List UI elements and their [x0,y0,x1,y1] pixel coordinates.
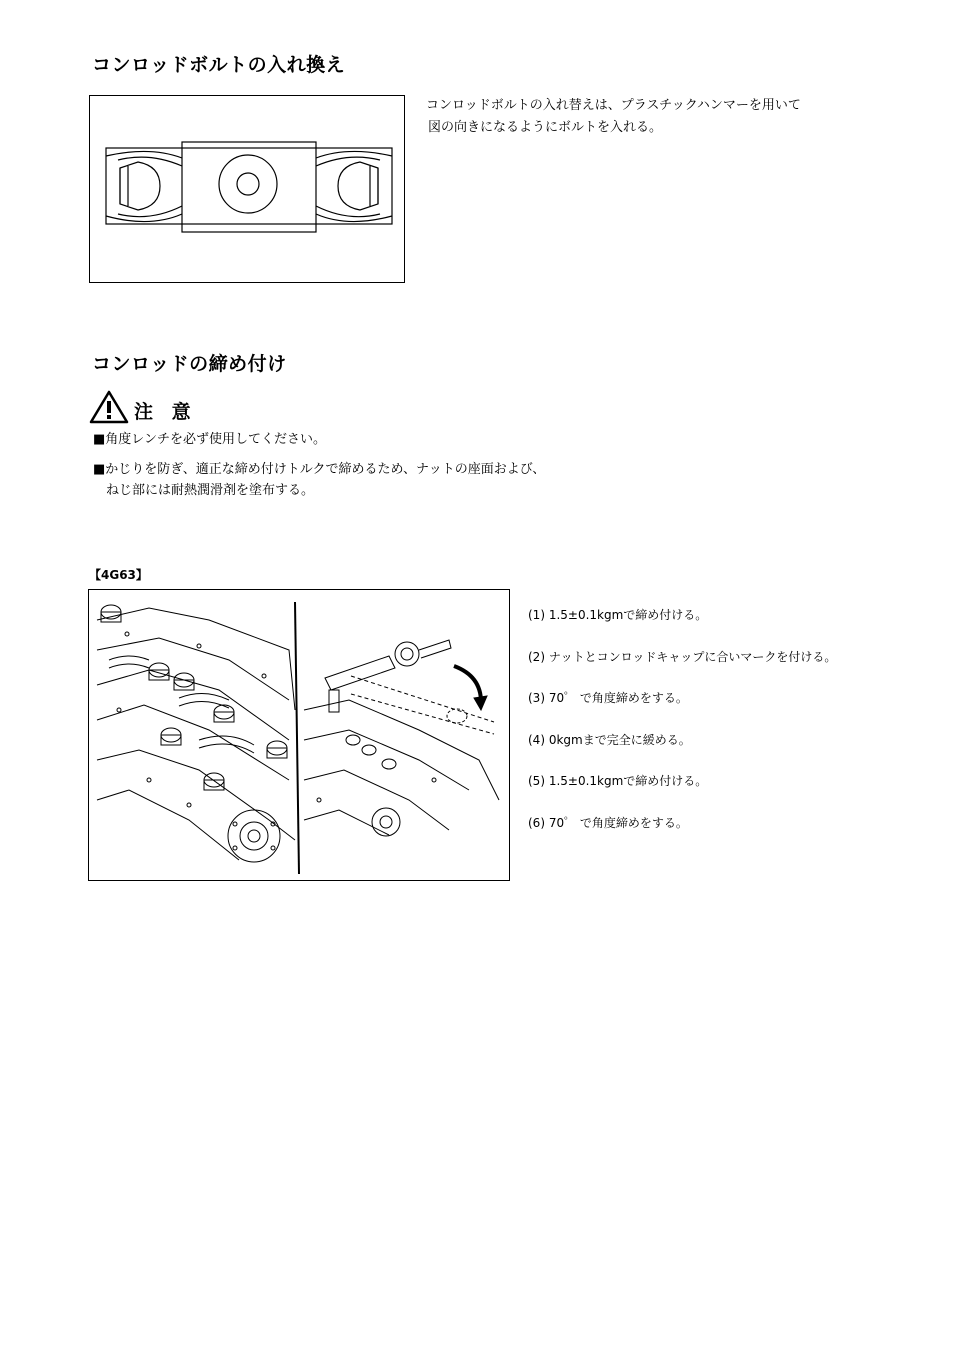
caution-item-2-line1: ■かじりを防ぎ、適正な締め付けトルクで締めるため、ナットの座面および、 [93,462,546,477]
step-3: (3) 70゜ で角度締めをする。 [528,691,688,705]
connecting-rod-bolt-figure [89,95,405,283]
engine-model-label: 【4G63】 [89,568,148,582]
tightening-procedure-figure [88,589,510,881]
caution-item-1: ■角度レンチを必ず使用してください。 [93,432,326,447]
step-1: (1) 1.5±0.1kgmで締め付ける。 [528,608,708,622]
connecting-rod-cap-illustration [90,96,403,281]
section-title-rod-tightening: コンロッドの締め付け [92,353,287,375]
tightening-steps-list [528,0,948,900]
step-4: (4) 0kgmまで完全に緩める。 [528,733,691,747]
warning-triangle-icon [89,390,129,424]
bolt-replacement-description-line1: コンロッドボルトの入れ替えは、プラスチックハンマーを用いて [426,98,801,113]
section-title-bolt-replacement: コンロッドボルトの入れ換え [92,54,346,76]
engine-block-torque-wrench-illustration [89,590,508,879]
caution-item-2-line2: ねじ部には耐熱潤滑剤を塗布する。 [106,483,315,498]
step-2: (2) ナットとコンロッドキャップに合いマークを付ける。 [528,650,837,664]
step-6: (6) 70゜ で角度締めをする。 [528,816,688,830]
step-5: (5) 1.5±0.1kgmで締め付ける。 [528,774,708,788]
caution-heading: 注 意 [134,401,197,423]
bolt-replacement-description-line2: 図の向きになるようにボルトを入れる。 [428,120,663,135]
